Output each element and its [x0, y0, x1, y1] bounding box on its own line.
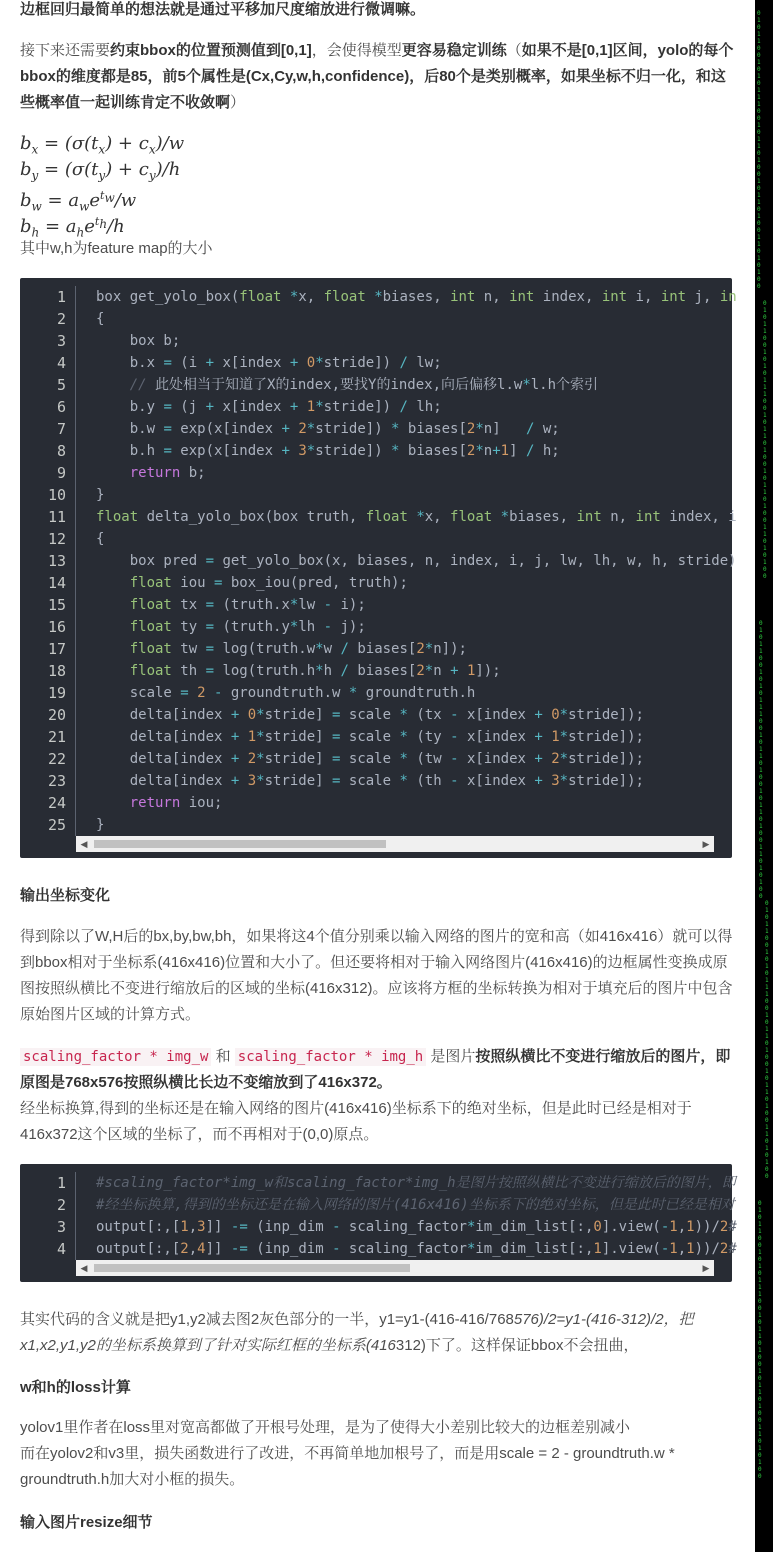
code-text: output[:,[2,4]] -= (inp_dim - scaling_factor*im_dim_list[:,1].view(-1,1))/2#: [96, 1241, 737, 1257]
code-text: #scaling_factor*img_w和scaling_factor*img_h是图片按照纵横比不变进行缩放后的图片，即: [96, 1175, 736, 1191]
code-line: [20, 396, 732, 418]
paragraph-output: 得到除以了W,H后的bx,by,bw,bh，如果将这4个值分别乘以输入网络的图片的宽和高（如416x416）就可以得到bbox相对于坐标系(416x416)位置和大小了。但还要将相对于输入网络图片(416x416)的边框属性变换成原图按照纵横比不变进行缩放后的区域的坐标(416x312)。应该将方框的坐标转换为相对于填充后的图片中包含原始图片区域的计算方式。: [20, 928, 733, 1023]
code-text: delta[index + 1*stride] = scale * (ty - x[index + 1*stride]);: [96, 729, 644, 745]
code-text: }: [96, 487, 105, 503]
line-number: 13: [47, 552, 66, 570]
scroll-right-icon[interactable]: ▶: [702, 839, 710, 849]
line-number: 15: [47, 596, 66, 614]
code-text: float tw = log(truth.w*w / biases[2*n]);: [96, 641, 467, 657]
code-line: [20, 792, 732, 814]
matrix-text: 0 1 0 1 1 0 0 1 0 1 0 1 1 1 0 0 1 0 1 1 0 1 0 0 1 0 1 1 0 1 0 0 1 1 0 1 0 1 0 0: [763, 300, 767, 580]
section-title-output: 输出坐标变化: [20, 887, 111, 904]
code-line: [20, 484, 732, 506]
line-number: 8: [56, 442, 66, 460]
line-number: 17: [47, 640, 66, 658]
paragraph-constraint: 接下来还需要约束bbox的位置预测值到[0,1]，会使得模型更容易稳定训练（如果不是[0,1]区间，yolo的每个bbox的维度都是85，前5个属性是(Cx,Cy,w,h,confidence)，后80个是类别概率，如果坐标不归一化，和这些概率值一起训练肯定不收敛啊）: [20, 42, 734, 111]
code-text: {: [96, 311, 105, 327]
code-lines: [20, 1172, 737, 1260]
code-text: box pred = get_yolo_box(x, biases, n, index, i, j, lw, lh, w, h, stride): [96, 553, 737, 569]
line-number: 4: [56, 1240, 66, 1258]
code-line: [20, 748, 732, 770]
line-number: 21: [47, 728, 66, 746]
code-line: [20, 1238, 737, 1260]
code-text: b.h = exp(x[index + 3*stride]) * biases[2*n+1] / h;: [96, 443, 560, 459]
line-number: 23: [47, 772, 66, 790]
code-block-yolo-box[interactable]: [20, 278, 737, 858]
code-line: [20, 594, 732, 616]
intro-heading: 边框回归最简单的想法就是通过平移加尺度缩放进行微调嘛。: [20, 1, 426, 18]
line-number: 3: [56, 1218, 66, 1236]
line-number: 2: [56, 1196, 66, 1214]
code-text: delta[index + 2*stride] = scale * (tw - x[index + 2*stride]);: [96, 751, 644, 767]
code-text: }: [96, 817, 105, 833]
scroll-left-icon[interactable]: ◀: [80, 839, 88, 849]
formula-bw: $b_w = a_we^{t_w}/w$: [20, 189, 137, 214]
code-line: [20, 770, 732, 792]
paragraph-loss: yolov1里作者在loss里对宽高都做了开根号处理，是为了使得大小差别比较大的边框差别减小 而在yolov2和v3里，损失函数进行了改进，不再简单地加根号了，而是用scale = 2 - groundtruth.w * groundtruth.h加大对小框的损失。: [20, 1419, 675, 1488]
code-line: [20, 1194, 735, 1216]
formula-by: $b_y = (\sigma(t_y) + c_y)/h$: [20, 159, 181, 183]
decorative-matrix-strip: [755, 0, 773, 1552]
code-text: // 此处相当于知道了X的index,要找Y的index,向后偏移l.w*l.h个索引: [96, 377, 599, 393]
code-block-output[interactable]: [20, 1164, 737, 1282]
inline-code-img-w: scaling_factor * img_w: [20, 1048, 211, 1066]
line-number: 10: [47, 486, 66, 504]
line-number: 14: [47, 574, 66, 592]
matrix-text: 0 1 0 1 1 0 0 1 0 1 0 1 1 1 0 0 1 0 1 1 0 1 0 0 1 0 1 1 0 1 0 0 1 1 0 1 0 1 0 0: [765, 900, 769, 1180]
code-text: float iou = box_iou(pred, truth);: [96, 575, 408, 591]
formula-bh: $b_h = a_he^{t_h}/h$: [20, 215, 125, 240]
code-line: [20, 660, 732, 682]
line-number: 1: [56, 288, 66, 306]
code-line: [20, 440, 732, 462]
code-line: [20, 506, 737, 528]
code1-scrollbar[interactable]: [76, 836, 714, 852]
matrix-text: 0 1 0 1 1 0 0 1 0 1 0 1 1 1 0 0 1 0 1 1 0 1 0 0 1 0 1 1 0 1 0 0 1 1 0 1 0 1 0 0: [757, 10, 761, 290]
code-text: box b;: [96, 333, 181, 349]
code-text: b.x = (i + x[index + 0*stride]) / lw;: [96, 355, 442, 371]
code-text: output[:,[1,3]] -= (inp_dim - scaling_factor*im_dim_list[:,0].view(-1,1))/2#: [96, 1219, 737, 1235]
code-text: delta[index + 0*stride] = scale * (tx - x[index + 0*stride]);: [96, 707, 644, 723]
code-line: [20, 814, 732, 836]
code2-scrollbar[interactable]: [76, 1260, 714, 1276]
code-line: [20, 418, 732, 440]
code-line: [20, 704, 732, 726]
section-title-resize: 输入图片resize细节: [20, 1514, 153, 1531]
code-line: [20, 572, 732, 594]
line-number: 2: [56, 310, 66, 328]
code-text: float delta_yolo_box(box truth, float *x, float *biases, int n, int index, i: [96, 509, 737, 525]
formula-bx: $b_x = (\sigma(t_x) + c_x)/w$: [20, 133, 185, 157]
code-line: [20, 528, 732, 550]
code-line: [20, 550, 737, 572]
code-text: b.y = (j + x[index + 1*stride]) / lh;: [96, 399, 442, 415]
scroll-right-icon[interactable]: ▶: [702, 1263, 710, 1273]
code-text: float ty = (truth.y*lh - j);: [96, 619, 366, 635]
code-text: {: [96, 531, 105, 547]
code-line: [20, 462, 732, 484]
formula-note: 其中w,h为feature map的大小: [20, 240, 213, 257]
code-line: [20, 1172, 736, 1194]
code-text: box get_yolo_box(float *x, float *biases, int n, int index, int i, int j, in: [96, 289, 737, 305]
code-line: [20, 352, 732, 374]
code-text: float th = log(truth.h*h / biases[2*n + 1]);: [96, 663, 501, 679]
line-number: 9: [56, 464, 66, 482]
code-line: [20, 638, 732, 660]
code-line: [20, 330, 732, 352]
line-number: 6: [56, 398, 66, 416]
scroll-left-icon[interactable]: ◀: [80, 1263, 88, 1273]
code-line: [20, 726, 732, 748]
line-number: 19: [47, 684, 66, 702]
code-lines: [20, 286, 737, 836]
code-line: [20, 374, 732, 396]
line-number: 18: [47, 662, 66, 680]
line-number: 22: [47, 750, 66, 768]
line-number: 1: [56, 1174, 66, 1192]
matrix-text: 0 1 0 1 1 0 0 1 0 1 0 1 1 1 0 0 1 0 1 1 0 1 0 0 1 0 1 1 0 1 0 0 1 1 0 1 0 1 0 0: [759, 620, 763, 900]
line-number: 7: [56, 420, 66, 438]
code-line: [20, 286, 737, 308]
code-text: #经坐标换算,得到的坐标还是在输入网络的图片(416x416)坐标系下的绝对坐标，但是此时已经是相对: [96, 1197, 735, 1213]
paragraph-code-meaning: 其实代码的含义就是把y1,y2减去图2灰色部分的一半，y1=y1-(416-416/768576)/2=y1-(416-312)/2，把x1,x2,y1,y2的坐标系换算到了针对实际红框的坐标系(416312)下了。这样保证bbox不会扭曲，: [20, 1311, 694, 1354]
paragraph-scaling: scaling_factor * img_w 和 scaling_factor * img_h 是图片按照纵横比不变进行缩放后的图片，即原图是768x576按照纵横比长边不变缩放到了416x372。 经坐标换算,得到的坐标还是在输入网络的图片(416x416)坐标系下的绝对坐标，但是此时已经是相对于416x372这个区域的坐标了，而不再相对于(0,0)原点。: [20, 1048, 731, 1143]
line-number: 3: [56, 332, 66, 350]
code-line: [20, 1216, 737, 1238]
code-text: scale = 2 - groundtruth.w * groundtruth.h: [96, 685, 476, 701]
scroll-thumb[interactable]: [94, 1264, 410, 1272]
code-line: [20, 308, 732, 330]
line-number: 11: [47, 508, 66, 526]
code-text: return b;: [96, 465, 206, 481]
code-text: b.w = exp(x[index + 2*stride]) * biases[2*n] / w;: [96, 421, 560, 437]
line-number: 16: [47, 618, 66, 636]
code-text: return iou;: [96, 795, 223, 811]
matrix-text: 0 1 0 1 1 0 0 1 0 1 0 1 1 1 0 0 1 0 1 1 0 1 0 0 1 0 1 1 0 1 0 0 1 1 0 1 0 1 0 0: [758, 1200, 762, 1480]
line-number: 20: [47, 706, 66, 724]
line-number: 5: [56, 376, 66, 394]
inline-code-img-h: scaling_factor * img_h: [235, 1048, 426, 1066]
section-title-loss: w和h的loss计算: [20, 1379, 131, 1396]
line-number: 12: [47, 530, 66, 548]
line-number: 4: [56, 354, 66, 372]
code-text: float tx = (truth.x*lw - i);: [96, 597, 366, 613]
scroll-thumb[interactable]: [94, 840, 386, 848]
code-line: [20, 616, 732, 638]
line-number: 25: [47, 816, 66, 834]
line-number: 24: [47, 794, 66, 812]
code-text: delta[index + 3*stride] = scale * (th - x[index + 3*stride]);: [96, 773, 644, 789]
code-line: [20, 682, 732, 704]
